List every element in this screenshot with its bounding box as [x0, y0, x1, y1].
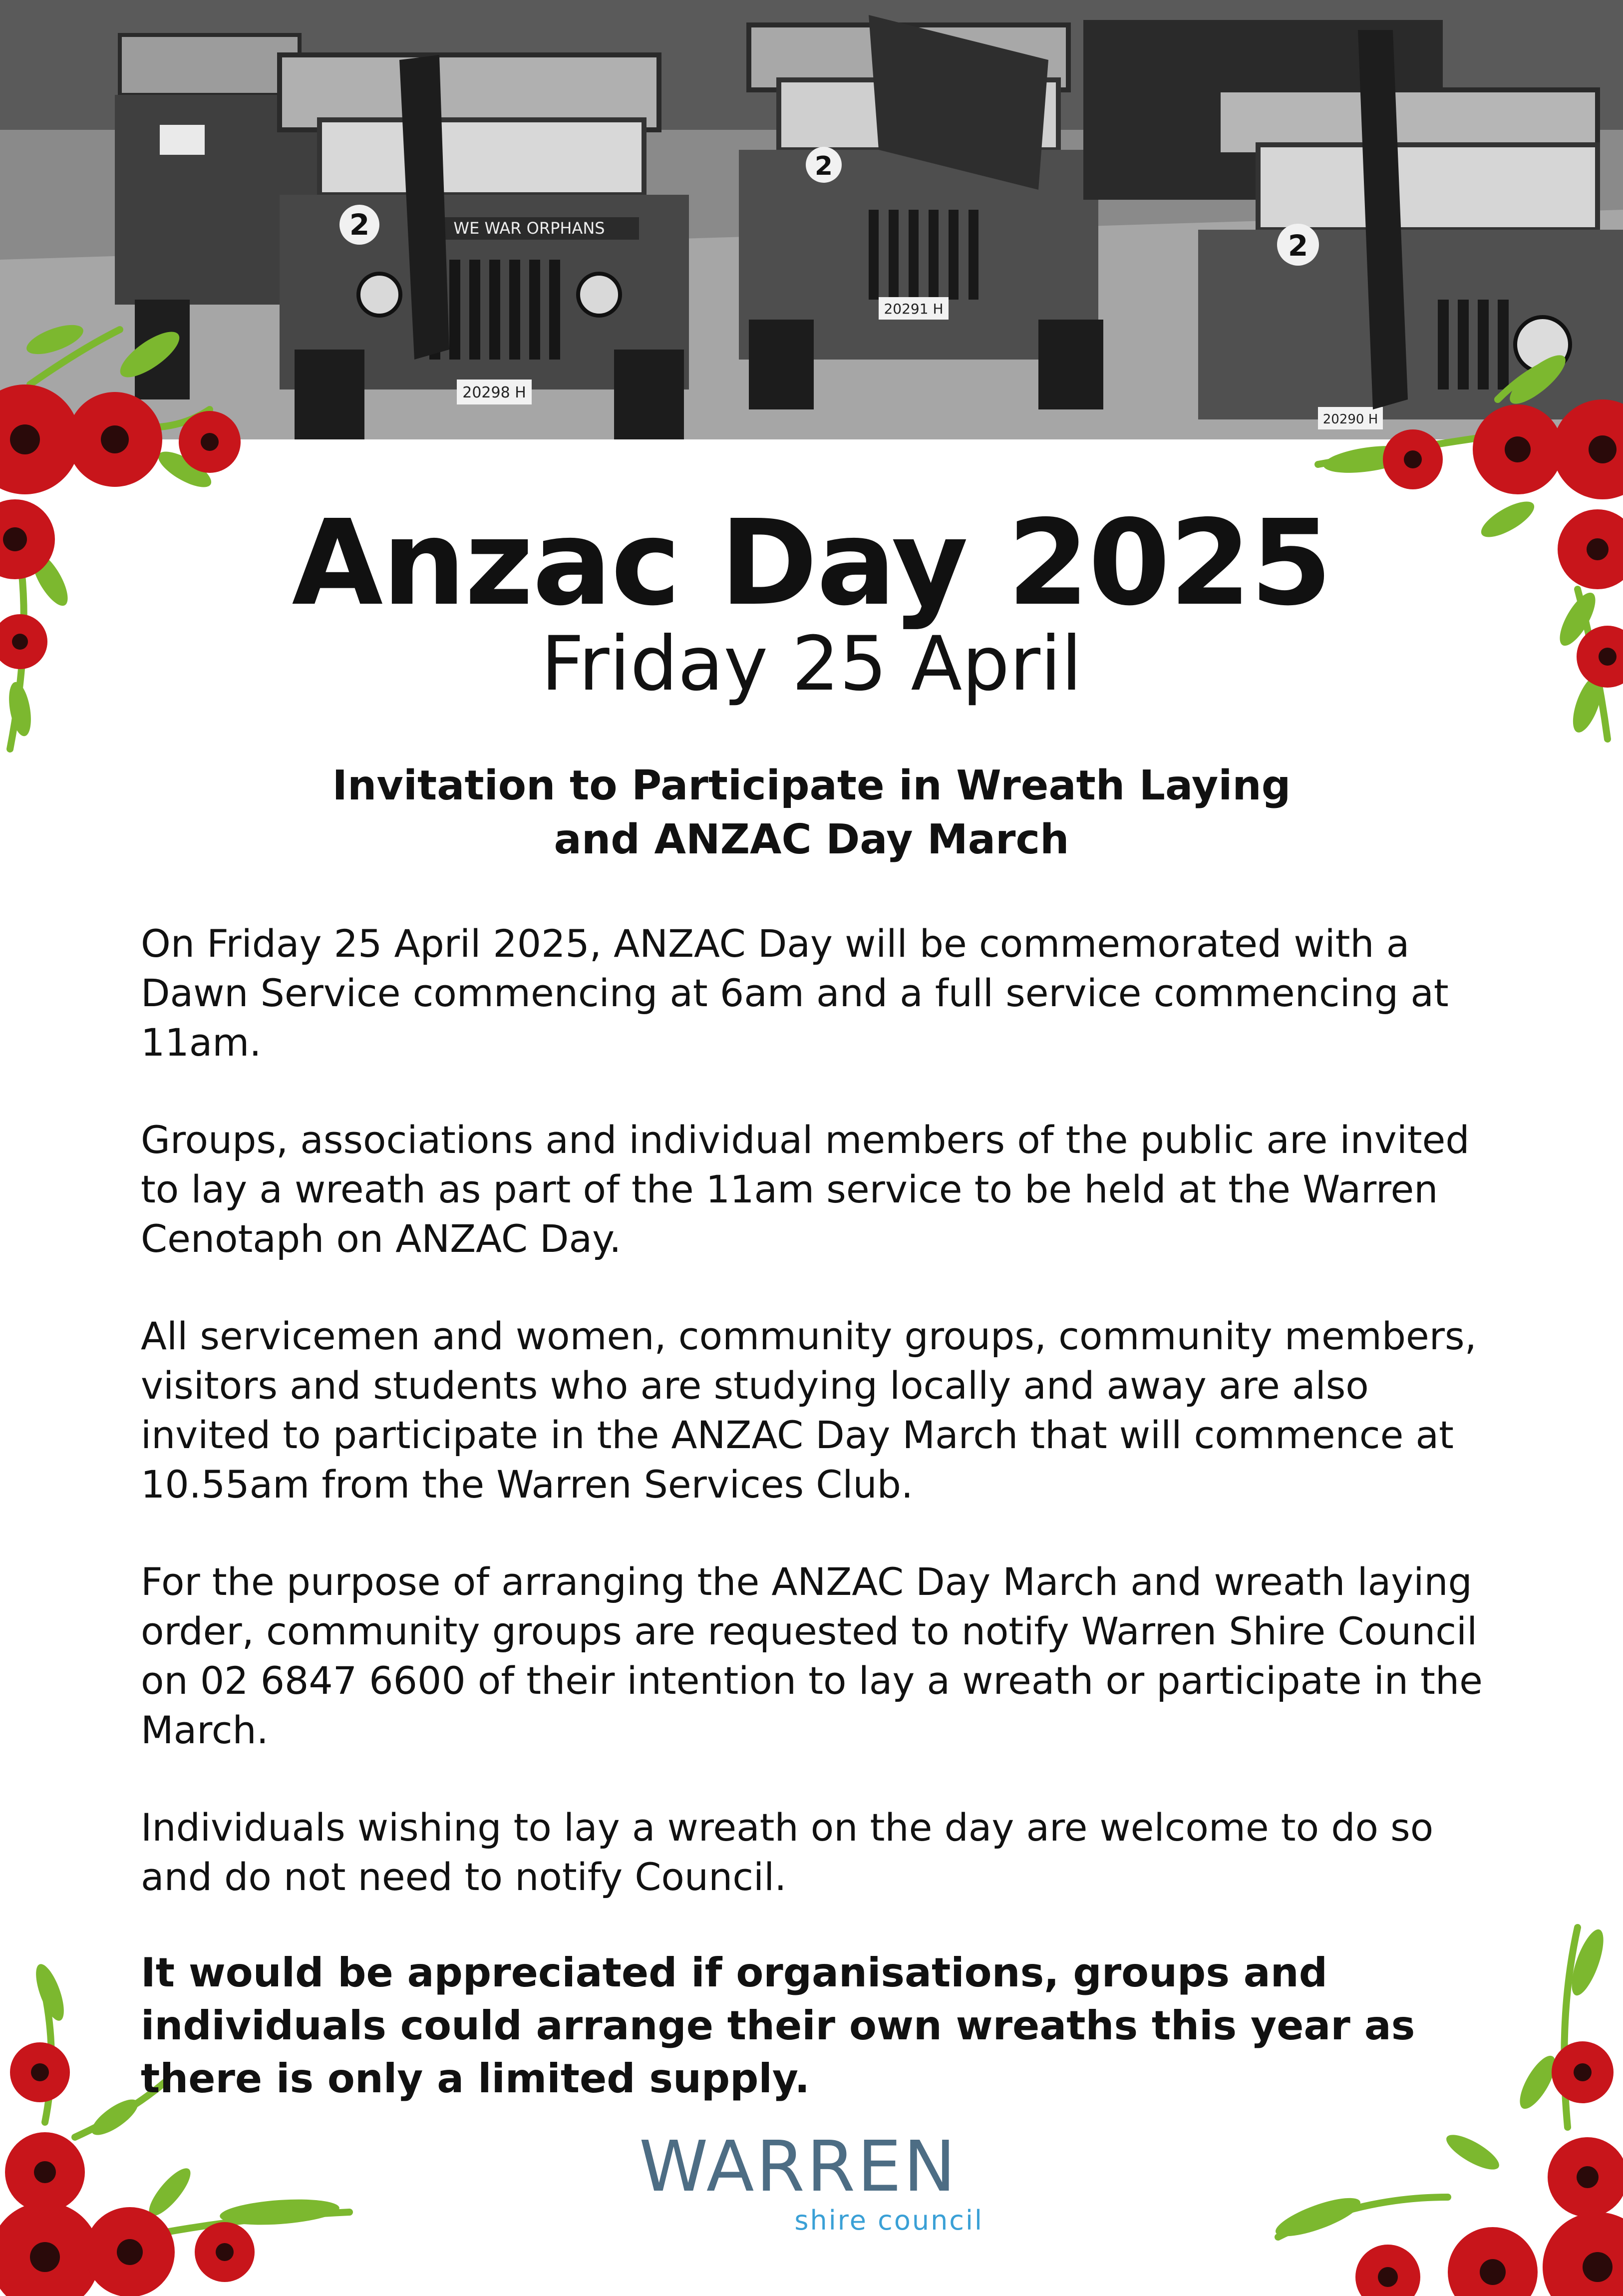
logo-wordmark: WARREN: [639, 2126, 958, 2208]
jeep-banner-text: WE WAR ORPHANS: [453, 219, 605, 238]
plate-left: 20298 H: [462, 384, 526, 401]
poppy-flower: [67, 392, 162, 487]
warren-shire-council-logo: [639, 2126, 988, 2236]
paragraph-wreath-invite: Groups, associations and individual members of the public are invited to lay a wreath as part of the 11am service to be held at the Warren Cenotaph on ANZAC Day.: [141, 1118, 1470, 1261]
closing-note: It would be appreciated if organisations, groups and individuals could arrange their own wreaths this year as there is only a limited supply.: [141, 1949, 1415, 2102]
jeep-number-middle: 2: [814, 151, 833, 181]
paragraph-notify-council: For the purpose of arranging the ANZAC Day March and wreath laying order, community groups are requested to notify Warren Shire Council on 02 6847 6600 of their intention to lay a wreath or participate in the March.: [141, 1559, 1483, 1752]
jeep-number-left: 2: [349, 208, 370, 242]
plate-right: 20290 H: [1322, 412, 1378, 427]
paragraph-individuals: Individuals wishing to lay a wreath on the day are welcome to do so and do not need to notify Council.: [141, 1805, 1434, 1899]
logo-tagline: shire council: [794, 2205, 983, 2236]
plate-middle: 20291 H: [884, 301, 944, 317]
jeep-left: [280, 55, 689, 439]
paragraph-march-invite: All servicemen and women, community groups, community members, visitors and students who are studying locally and away are also invited to participate in the ANZAC Day March that will commence at 10.55am from the Warren Services Club.: [141, 1314, 1477, 1507]
page-title: Anzac Day 2025: [292, 494, 1331, 632]
event-date: Friday 25 April: [541, 621, 1082, 708]
jeep-middle: [739, 15, 1103, 409]
invitation-heading-line1: Invitation to Participate in Wreath Laying: [332, 762, 1291, 809]
invitation-heading-line2: and ANZAC Day March: [554, 816, 1069, 863]
jeep-number-right: 2: [1288, 229, 1308, 263]
invitation-heading: [0, 759, 1623, 867]
paragraph-services: On Friday 25 April 2025, ANZAC Day will be commemorated with a Dawn Service commencing at 6am and a full service commencing at 11am.: [141, 921, 1449, 1065]
